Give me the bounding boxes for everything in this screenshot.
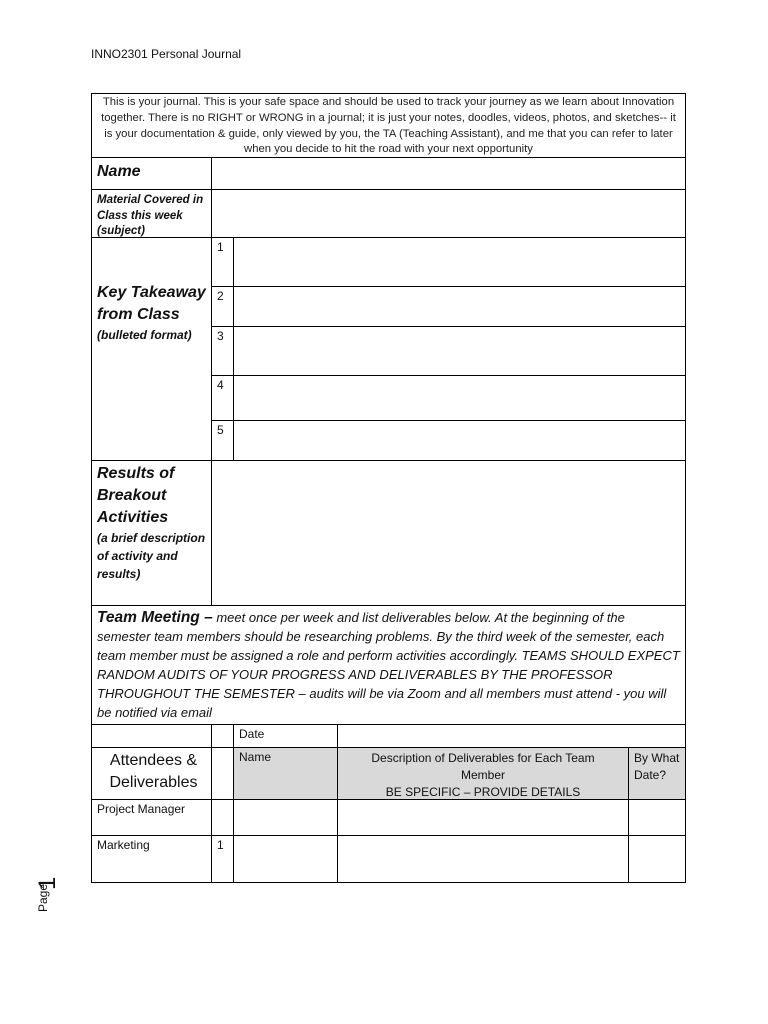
team-meeting-body: meet once per week and list deliverables below. At the beginning of the semester team members should be researching problems. By the third week of the semester, each team member must be assigned a role and perform activities accordingly. TEAMS SHOULD EXPECT RANDOM AUDITS OF YOUR PROGRESS AND DELIVERABLES BY THE PROFESSOR THROUGHOUT THE SEMESTER – audits will be via Zoom and all members must attend - you will be notified via email	[97, 610, 680, 720]
name-header: Name	[233, 747, 338, 800]
breakout-label: Results of Breakout Activities	[97, 465, 175, 526]
due-date-field[interactable]	[628, 835, 686, 883]
by-date-header: By What Date?	[628, 747, 686, 800]
page-label: Page	[36, 883, 50, 912]
takeaway-field[interactable]	[233, 375, 686, 421]
table-cell	[211, 747, 234, 800]
role-label: Project Manager	[91, 799, 212, 836]
takeaway-number: 2	[211, 286, 234, 327]
page-number	[22, 860, 72, 920]
row-number	[211, 799, 234, 836]
date-label: Date	[233, 724, 338, 748]
due-date-field[interactable]	[628, 799, 686, 836]
material-field[interactable]	[211, 189, 686, 238]
takeaway-sub: (bulleted format)	[97, 328, 192, 342]
description-header-line1: Description of Deliverables for Each Team Member	[371, 751, 595, 782]
table-cell	[211, 724, 234, 748]
takeaway-number: 4	[211, 375, 234, 421]
description-header-line2: BE SPECIFIC – PROVIDE DETAILS	[385, 785, 581, 799]
takeaway-field[interactable]	[233, 286, 686, 327]
attendees-label: Attendees & Deliverables	[91, 747, 212, 800]
date-field[interactable]	[337, 724, 686, 748]
member-name-field[interactable]	[233, 799, 338, 836]
team-meeting-title: Team Meeting –	[97, 609, 213, 626]
table-cell	[91, 724, 212, 748]
breakout-sub: (a brief description of activity and results)	[97, 531, 206, 581]
member-name-field[interactable]	[233, 835, 338, 883]
breakout-label-cell	[91, 460, 212, 606]
takeaway-number: 5	[211, 420, 234, 461]
name-label: Name	[91, 157, 212, 190]
breakout-field[interactable]	[211, 460, 686, 606]
takeaway-field[interactable]	[233, 326, 686, 376]
role-label: Marketing	[91, 835, 212, 883]
takeaway-number: 3	[211, 326, 234, 376]
deliverable-field[interactable]	[337, 835, 629, 883]
material-label: Material Covered in Class this week (subject)	[91, 189, 212, 238]
takeaway-label: Key Takeaway from Class	[97, 284, 206, 323]
takeaway-number: 1	[211, 237, 234, 287]
takeaway-field[interactable]	[233, 237, 686, 287]
deliverable-field[interactable]	[337, 799, 629, 836]
page-number-value: 1	[34, 876, 61, 890]
description-header	[337, 747, 629, 800]
document-header: INNO2301 Personal Journal	[91, 47, 242, 61]
intro-text: This is your journal. This is your safe space and should be used to track your journey as we learn about Innovation together. There is no RIGHT or WRONG in a journal; it is just your notes, doodles, videos, photos, and sketches-- it is your documentation & guide, only viewed by you, the TA (Teaching Assistant), and me that you can refer to later when you decide to hit the road with your next opportunity	[91, 93, 686, 158]
takeaway-field[interactable]	[233, 420, 686, 461]
team-meeting-text	[91, 605, 686, 725]
takeaway-label-cell	[91, 237, 212, 461]
name-field[interactable]	[211, 157, 686, 190]
row-number: 1	[211, 835, 234, 883]
